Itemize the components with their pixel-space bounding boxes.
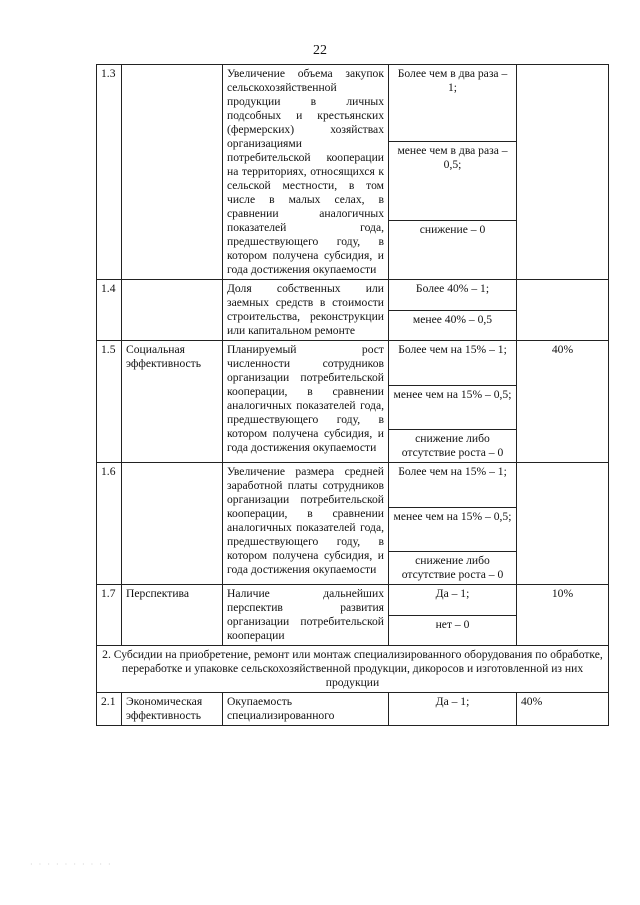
- indicator-cell: Социальная эффективность: [122, 341, 223, 463]
- row-number: 1.7: [97, 585, 122, 646]
- criteria-cell: [389, 341, 517, 463]
- indicator-cell: [122, 280, 223, 341]
- row-number: 2.1: [97, 693, 122, 726]
- section-row: [97, 646, 609, 693]
- description-cell: [223, 65, 389, 280]
- criteria-cell: [389, 693, 517, 726]
- description-text: Доля собственных или заемных средств в стоимости строительства, реконструкции или капитальном ремонте: [227, 282, 384, 337]
- criterion: снижение либо отсутствие роста – 0: [389, 551, 516, 584]
- page-number: 22: [313, 43, 327, 58]
- description-cell: [223, 693, 389, 726]
- criterion: Да – 1;: [435, 587, 470, 600]
- indicator-cell: [122, 463, 223, 585]
- row-number: 1.4: [97, 280, 122, 341]
- description-text: Наличие дальнейших перспектив развития организации потребительской кооперации: [227, 587, 384, 642]
- weight-cell: 10%: [517, 585, 609, 646]
- description-text: Увеличение размера средней заработной платы сотрудников организации потребительской кооперации, в сравнении аналогичных показателей года, предшествующего году, в котором получена субсидия, и года достижения окупаемости: [227, 465, 384, 576]
- criterion: Более чем в два раза – 1;: [397, 67, 508, 94]
- weight-cell: 40%: [517, 341, 609, 463]
- table-row: [97, 585, 609, 646]
- criteria-cell: [389, 280, 517, 341]
- description-text: Окупаемость специализированного: [227, 695, 335, 722]
- indicator-cell: Перспектива: [122, 585, 223, 646]
- weight-cell: 40%: [517, 693, 609, 726]
- table-row: [97, 65, 609, 280]
- row-number: 1.5: [97, 341, 122, 463]
- description-cell: [223, 280, 389, 341]
- table-row: [97, 463, 609, 585]
- criterion: Более чем на 15% – 1;: [398, 343, 507, 356]
- description-cell: [223, 341, 389, 463]
- criterion: Да – 1;: [435, 695, 470, 708]
- criterion: менее чем на 15% – 0,5;: [389, 507, 516, 551]
- table-row: [97, 280, 609, 341]
- weight-cell: [517, 65, 609, 280]
- criterion: нет – 0: [389, 615, 516, 634]
- criterion: менее чем на 15% – 0,5;: [389, 385, 516, 429]
- criteria-cell: [389, 585, 517, 646]
- description-text: Планируемый рост численности сотрудников организации потребительской кооперации, в сравнении аналогичных показателей года, предшествующего году, в котором получена субсидия, и года достижения окупаемости: [227, 343, 384, 454]
- criteria-table: [96, 64, 609, 726]
- scan-artifact: · · · · · · · · · ·: [30, 860, 113, 869]
- criterion: менее 40% – 0,5: [389, 310, 516, 329]
- criteria-cell: [389, 65, 517, 280]
- description-text: Увеличение объема закупок сельскохозяйственной продукции в личных подсобных и крестьянских (фермерских) хозяйствах организациями потребительской кооперации на территориях, относящихся к сельской местности, в том числе в малых селах, в сравнении аналогичных показателей года, предшествующего году, в котором получена субсидия, и года достижения окупаемости: [227, 67, 384, 276]
- criterion: снижение – 0: [389, 220, 516, 239]
- indicator-cell: [122, 65, 223, 280]
- weight-cell: [517, 463, 609, 585]
- table-row: [97, 341, 609, 463]
- description-cell: [223, 463, 389, 585]
- criteria-cell: [389, 463, 517, 585]
- weight-cell: [517, 280, 609, 341]
- criterion: менее чем в два раза – 0,5;: [389, 141, 516, 220]
- row-number: 1.6: [97, 463, 122, 585]
- criterion: Более чем на 15% – 1;: [398, 465, 507, 478]
- table-row: [97, 693, 609, 726]
- indicator-cell: Экономическая эффективность: [122, 693, 223, 726]
- criterion: снижение либо отсутствие роста – 0: [389, 429, 516, 462]
- section-heading: 2. Субсидии на приобретение, ремонт или монтаж специализированного оборудования по обработке, переработке и упаковке сельскохозяйственной продукции, дикоросов и изготовленной из них продукции: [97, 646, 609, 693]
- row-number: 1.3: [97, 65, 122, 280]
- criterion: Более 40% – 1;: [415, 282, 490, 295]
- description-cell: [223, 585, 389, 646]
